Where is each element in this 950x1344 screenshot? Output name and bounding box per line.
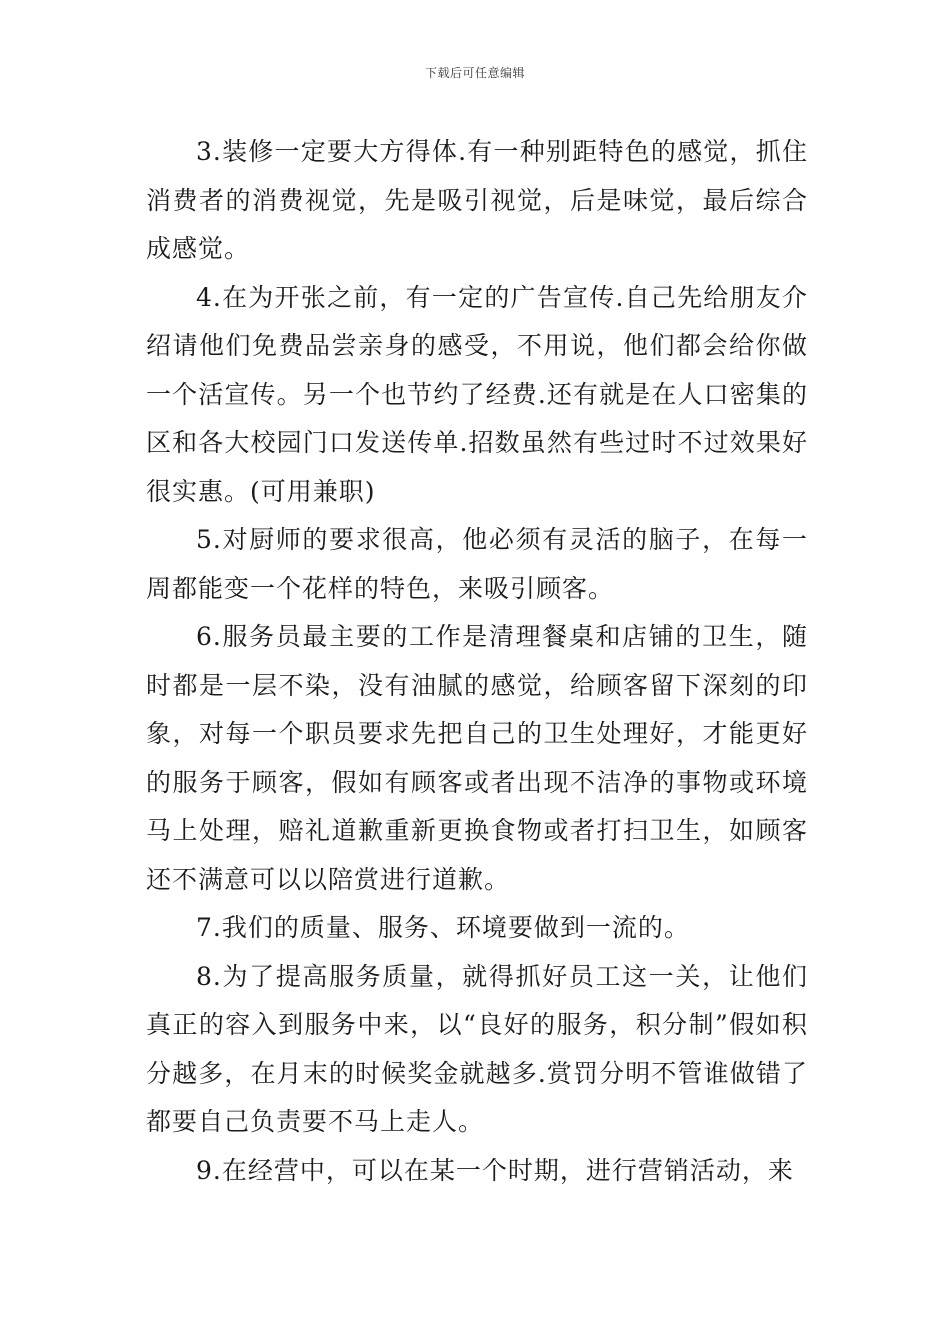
paragraph-6: 6.服务员最主要的工作是清理餐桌和店铺的卫生，随时都是一层不染，没有油腻的感觉，给顾客留下深刻的印象，对每一个职员要求先把自己的卫生处理好，才能更好的服务于顾客，假如有顾客或者出现不洁净的事物或环境马上处理，赔礼道歉重新更换食物或者打扫卫生，如顾客还不满意可以以陪赏进行道歉。 bbox=[146, 622, 808, 894]
paragraph-8: 8.为了提高服务质量，就得抓好员工这一关，让他们真正的容入到服务中来，以“良好的服务，积分制”假如积分越多，在月末的时候奖金就越多.赏罚分明不管谁做错了都要自己负责要不马上走人。 bbox=[146, 961, 808, 1136]
paragraph-5: 5.对厨师的要求很高，他必须有灵活的脑子，在每一周都能变一个花样的特色，来吸引顾客。 bbox=[146, 525, 808, 603]
paragraph-4: 4.在为开张之前，有一定的广告宣传.自己先给朋友介绍请他们免费品尝亲身的感受，不用说，他们都会给你做一个活宣传。另一个也节约了经费.还有就是在人口密集的区和各大校园门口发送传单.招数虽然有些过时不过效果好很实惠。(可用兼职) bbox=[146, 282, 808, 506]
page-header-note: 下载后可任意编辑 bbox=[424, 66, 525, 80]
paragraph-3: 3.装修一定要大方得体.有一种别距特色的感觉，抓住消费者的消费视觉，先是吸引视觉，后是味觉，最后综合成感觉。 bbox=[146, 137, 808, 263]
document-body bbox=[146, 128, 808, 1195]
paragraph-9: 9.在经营中，可以在某一个时期，进行营销活动，来 bbox=[196, 1155, 794, 1185]
paragraph-7: 7.我们的质量、服务、环境要做到一流的。 bbox=[196, 913, 690, 942]
